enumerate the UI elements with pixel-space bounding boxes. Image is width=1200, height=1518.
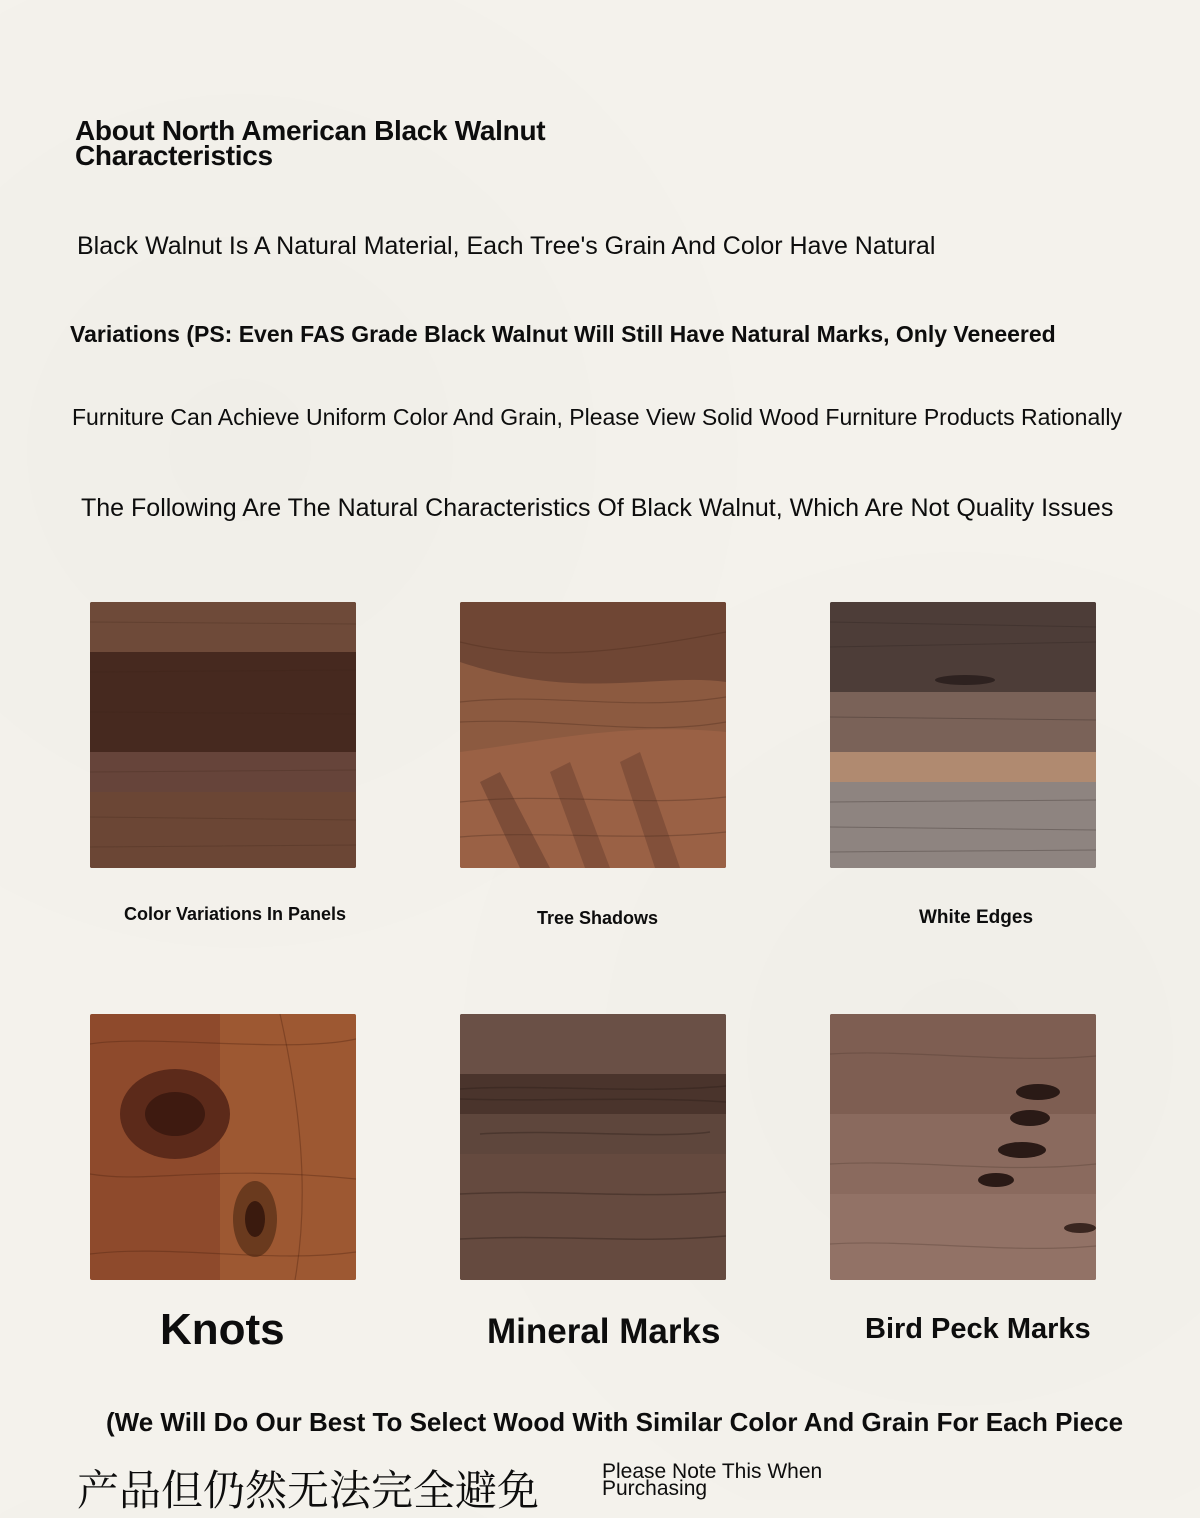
wood-white-edge-icon: [830, 602, 1096, 868]
purchase-note: Please Note This When Purchasing: [602, 1460, 823, 1500]
intro-line-2: Variations (PS: Even FAS Grade Black Walnut Will Still Have Natural Marks, Only Veneered: [70, 321, 1056, 347]
wood-bird-peck-icon: [830, 1014, 1096, 1280]
wood-knot-icon: [90, 1014, 356, 1280]
wood-tree-shadow-icon: [460, 602, 726, 868]
chinese-note: 产品但仍然无法完全避免: [77, 1466, 540, 1515]
selection-note: (We Will Do Our Best To Select Wood With Similar Color And Grain For Each Piece: [106, 1407, 1124, 1437]
caption-white-edges: White Edges: [919, 907, 1034, 928]
intro-line-4: The Following Are The Natural Characteristics Of Black Walnut, Which Are Not Quality Issues: [81, 494, 1114, 522]
wood-mineral-mark-icon: [460, 1014, 726, 1280]
wood-knot-image: [90, 1014, 356, 1280]
caption-bird-peck-marks: Bird Peck Marks: [865, 1313, 1091, 1345]
wood-tree-shadow-image: [460, 602, 726, 868]
caption-mineral-marks: Mineral Marks: [487, 1312, 721, 1351]
wood-mineral-mark-image: [460, 1014, 726, 1280]
wood-panel-color-variation-icon: [90, 602, 356, 868]
wood-white-edge-image: [830, 602, 1096, 868]
caption-knots: Knots: [160, 1305, 285, 1354]
intro-line-3: Furniture Can Achieve Uniform Color And Grain, Please View Solid Wood Furniture Products Rationally: [72, 404, 1122, 430]
caption-color-variations: Color Variations In Panels: [124, 904, 347, 924]
page-title: About North American Black Walnut Characteristics: [75, 115, 546, 171]
intro-line-1: Black Walnut Is A Natural Material, Each Tree's Grain And Color Have Natural: [77, 232, 936, 260]
wood-bird-peck-image: [830, 1014, 1096, 1280]
wood-panel-color-variation-image: [90, 602, 356, 868]
caption-tree-shadows: Tree Shadows: [537, 908, 659, 928]
